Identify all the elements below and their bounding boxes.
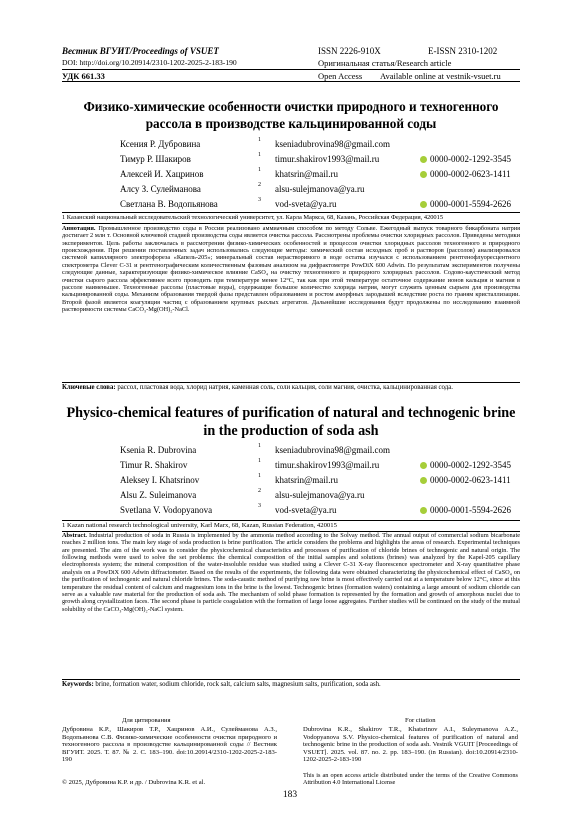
author-email[interactable]: vod-sveta@ya.ru xyxy=(275,505,337,515)
author-orcid[interactable]: 0000-0002-0623-1411 xyxy=(420,475,511,485)
en-affiliation: 1 Kazan national research technological university, Karl Marx, 68, Kazan, Russian Federation, 420015 xyxy=(62,522,337,529)
ru-title: Физико-химические особенности очистки природного и техногенного рассола в производстве кальцинированной соды xyxy=(83,99,499,132)
author-orcid[interactable]: 0000-0002-1292-3545 xyxy=(420,460,511,470)
available-online[interactable]: Available online at vestnik-vsuet.ru xyxy=(380,71,501,81)
author-affil-sup: 1 xyxy=(258,473,261,479)
en-author-row xyxy=(120,475,520,487)
author-email[interactable]: kseniadubrovina98@gmail.com xyxy=(275,139,391,149)
ru-author-row xyxy=(120,169,520,181)
issn: ISSN 2226-910X xyxy=(318,46,381,56)
en-title: Physico-chemical features of purification of natural and technogenic brine in the production of soda ash xyxy=(66,405,516,440)
author-affil-sup: 1 xyxy=(258,137,261,143)
author-affil-sup: 1 xyxy=(258,458,261,464)
page-number: 183 xyxy=(282,790,298,800)
author-name: Aleksey I. Khatsrinov xyxy=(120,475,200,485)
en-keywords-label: Keywords: xyxy=(62,681,94,688)
ru-abstract-rule xyxy=(62,223,520,224)
author-email[interactable]: timur.shakirov1993@mail.ru xyxy=(275,154,380,164)
ru-abstract-text: Промышленное производство соды в России реализовано аммиачным способом по методу Сольве. Ежегодный выпуск товарного бикарбоната натрия достигает 2 млн т. Основной ключевой стадией производства соды является очистка рассола. Рассмотрены проблемы очистки хлоридных рассолов. Приведены методики экспериментов. Цель работы заключалась в рассмотрении физико-химических особенностей и процессов очистки хлоридных рассолов техногенного и природного происхождения. При решении поставленных задач использовались следующие методы: химический состав исходных проб и растворов (рассолов) анализировался системой капиллярного электрофореза «Капель-205»; минеральный состав нерастворимого в воде остатка изучался с использованием рентгенофлуоресцентного спектрометра Clever C-31 и рентгенографическим количественным фазовым анализом на дифрактометре PowDiX 600 Adwin. По результатам экспериментов получены следующие данные, характеризующие физико-химическое влияние CaSO₄ на очистку техногенного и природного хлоридных рассолов. Содово-каустический метод очистки сырого рассола эффективнее всего проводить при температуре менее 12°С, так как при этой температуре остаточное содержание ионов кальция и магния в рассоле наименьшее. Техногенные рассолы (пластовые воды), содержащие большое количество хлорида натрия, могут служить ценным сырьем для производства кальцинированной соды. Механизм образования твердой фазы представлен образованием и ростом аморфных зародышей вследствие роста по граням кристаллизации. Второй фазой является коагуляция частиц с образованием крупных рыхлых агрегатов. Дальнейшие исследования будут продолжены по исследованию взаимной растворимости системы CaCO₃-Mg(OH)₂-NaCl. xyxy=(62,225,520,313)
en-abstract xyxy=(62,532,520,613)
en-citation-label: For citation xyxy=(405,717,436,724)
author-name: Алексей И. Хацринов xyxy=(120,169,204,179)
orcid-icon xyxy=(420,201,427,208)
udk: УДК 661.33 xyxy=(62,71,105,81)
author-affil-sup: 2 xyxy=(258,182,261,188)
header-rule-2 xyxy=(62,81,520,82)
author-email[interactable]: khatsrin@mail.ru xyxy=(275,475,339,485)
eissn: E-ISSN 2310-1202 xyxy=(428,46,498,56)
author-name: Ksenia R. Dubrovina xyxy=(120,445,197,455)
author-name: Светлана В. Водопьянова xyxy=(120,199,218,209)
author-affil-sup: 1 xyxy=(258,443,261,449)
ru-author-row xyxy=(120,184,520,196)
author-name: Timur R. Shakirov xyxy=(120,460,188,470)
author-affil-sup: 3 xyxy=(258,503,261,509)
author-email[interactable]: alsu-sulejmanova@ya.ru xyxy=(275,184,365,194)
author-orcid[interactable]: 0000-0002-0623-1411 xyxy=(420,169,511,179)
author-name: Svetlana V. Vodopyanova xyxy=(120,505,213,515)
ru-keywords-label: Ключевые слова: xyxy=(62,384,116,391)
en-affil-rule xyxy=(62,520,520,521)
header-rule xyxy=(62,69,520,70)
orcid-icon xyxy=(420,477,427,484)
ru-abstract xyxy=(62,225,520,313)
ru-keywords xyxy=(62,384,520,391)
doi-link[interactable]: DOI: http://doi.org/10.20914/2310-1202-2025-2-183-190 xyxy=(62,58,237,67)
author-email[interactable]: vod-sveta@ya.ru xyxy=(275,199,337,209)
orcid-icon xyxy=(420,171,427,178)
license[interactable]: This is an open access article distributed under the terms of the Creative Commons Attribution 4.0 International License xyxy=(303,772,518,787)
open-access: Open Access xyxy=(318,71,363,81)
orcid-icon xyxy=(420,507,427,514)
author-orcid[interactable]: 0000-0001-5594-2626 xyxy=(420,199,511,209)
author-email[interactable]: timur.shakirov1993@mail.ru xyxy=(275,460,380,470)
copyright: © 2025, Дубровина К.Р. и др. / Dubrovina K.R. et al. xyxy=(62,779,206,786)
orcid-icon xyxy=(420,462,427,469)
author-name: Alsu Z. Suleimanova xyxy=(120,490,197,500)
author-email[interactable]: kseniadubrovina98@gmail.com xyxy=(275,445,391,455)
ru-keywords-text: рассол, пластовая вода, хлорид натрия, каменная соль, соли кальция, соли магния, очистка, кальцинированная сода. xyxy=(115,384,453,391)
en-author-row xyxy=(120,460,520,472)
en-keywords-text: brine, formation water, sodium chloride, rock salt, calcium salts, magnesium salts, purification, soda ash. xyxy=(93,681,381,688)
ru-affiliation: 1 Казанский национальный исследовательский технологический университет, ул. Карла Маркса, 68, Казань, Российская Федерация, 420015 xyxy=(62,214,444,221)
author-email[interactable]: khatsrin@mail.ru xyxy=(275,169,339,179)
en-author-row xyxy=(120,505,520,517)
en-abstract-text: Industrial production of soda in Russia is implemented by the ammonia method according to the Solvay method. The annual output of commercial sodium bicarbonate reaches 2 million tons. The main key stage of soda production is brine purification. The article considers the problems and highlights the areas of research. Experimental techniques are presented. The aim of the work was to consider the physicochemical characteristics and processes of purification of chloride brines of technogenic and natural origin. The following methods were used to solve the set problems: the chemical composition of the initial samples and solutions (brines) was analyzed by the Kapel-205 capillary electrophoresis system; the mineral composition of the water-insoluble residue was studied using a Clever C-31 X-ray fluorescence spectrometer and X-ray quantitative phase analysis on a PowDiX 600 Adwin diffractometer. Based on the results of the experiments, the following data were obtained characterizing the physicochemical effect of CaSO₄ on the purification of technogenic and natural chloride brines. The soda-caustic method of purifying raw brine is most effectively carried out at a temperature below 12°C, since at this temperature the residual content of calcium and magnesium ions in the brine is the lowest. Technogenic brines (formation waters) containing a large amount of sodium chloride can serve as a valuable raw material for the production of soda ash. The mechanism of solid phase formation is represented by the formation and growth of amorphous nuclei due to growth along crystallization faces. The second phase is particle coagulation with the formation of large loose aggregates. Further studies will be continued on the study of the mutual solubility of the CaCO₃-Mg(OH)₂-NaCl system. xyxy=(62,532,520,613)
author-orcid[interactable]: 0000-0001-5594-2626 xyxy=(420,505,511,515)
author-affil-sup: 2 xyxy=(258,488,261,494)
en-author-row xyxy=(120,445,520,457)
author-email[interactable]: alsu-sulejmanova@ya.ru xyxy=(275,490,365,500)
author-name: Ксения Р. Дубровина xyxy=(120,139,201,149)
author-name: Алсу З. Сулейманова xyxy=(120,184,201,194)
author-affil-sup: 1 xyxy=(258,152,261,158)
en-author-row xyxy=(120,490,520,502)
ru-affil-rule xyxy=(62,212,520,213)
ru-author-row xyxy=(120,154,520,166)
ru-author-row xyxy=(120,139,520,151)
journal-name: Вестник ВГУИТ/Proceedings of VSUET xyxy=(62,46,219,56)
author-affil-sup: 1 xyxy=(258,167,261,173)
en-abstract-label: Abstract. xyxy=(62,532,88,539)
ru-keywords-rule xyxy=(62,382,520,383)
article-type: Оригинальная статья/Research article xyxy=(318,58,452,68)
ru-abstract-label: Аннотация. xyxy=(62,225,96,232)
en-keywords xyxy=(62,681,520,688)
author-affil-sup: 3 xyxy=(258,197,261,203)
en-citation: Dubrovina K.R., Shakirov T.R., Khatsrinov A.I., Suleymanova A.Z., Vodopyanova S.V. Physico-chemical features of purification of natural and technogenic brine in the production of soda ash. Vestnik VGUIT [Proceedings of VSUET]. 2025. vol. 87. no. 2. pp. 183–190. (in Russian). doi:10.20914/2310-1202-2025-2-183-190 xyxy=(303,726,518,764)
orcid-icon xyxy=(420,156,427,163)
ru-citation: Дубровина К.Р., Шакиров Т.Р., Хацринов А.И., Сулейманова А.З., Водопьянова С.В. Физико-химические особенности очистки природного и техногенного рассола в производстве кальцинированной соды // Вестник ВГУИТ. 2025. Т. 87. № 2. С. 183–190. doi:10.20914/2310-1202-2025-2-183-190 xyxy=(62,726,277,764)
ru-citation-label: Для цитирования xyxy=(122,717,171,724)
ru-author-row xyxy=(120,199,520,211)
author-orcid[interactable]: 0000-0002-1292-3545 xyxy=(420,154,511,164)
author-name: Тимур Р. Шакиров xyxy=(120,154,191,164)
en-keywords-rule xyxy=(62,679,520,680)
